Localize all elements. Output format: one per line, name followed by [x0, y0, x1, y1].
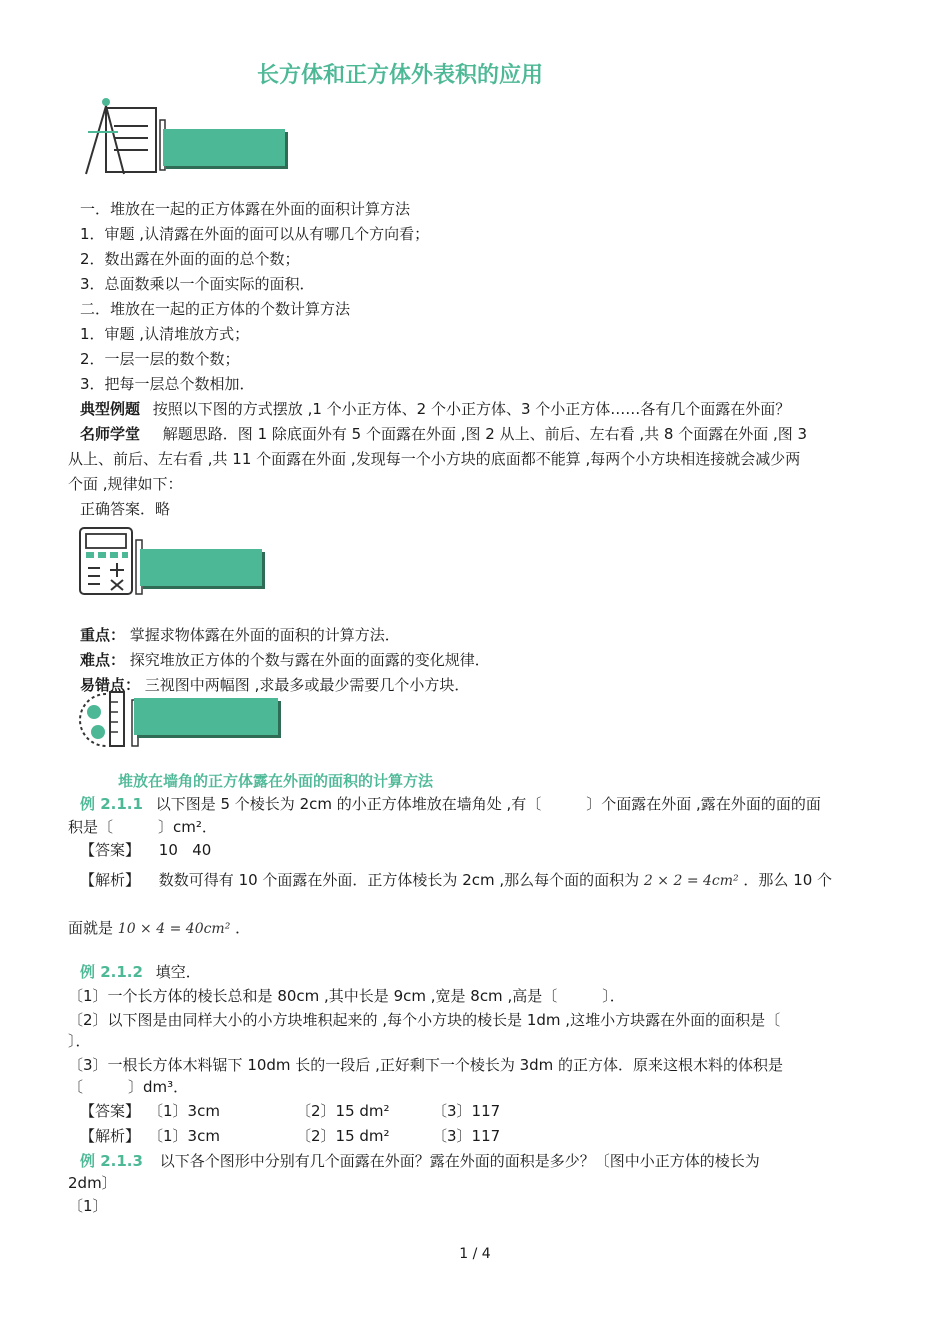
ex2-answer-1: 〔1〕3cm — [148, 1102, 220, 1120]
section1-step1: 1．审题 ,认清露在外面的面可以从有哪几个方向看； — [80, 225, 430, 243]
error-text: 三视图中两幅图 ,求最多或最少需要几个小方块． — [144, 676, 470, 694]
teacher-line1 — [80, 424, 807, 444]
ex1-answer-text: 10 40 — [158, 841, 212, 859]
ex1-line1 — [80, 794, 821, 814]
ex1-explain-text-2: 面就是 — [68, 919, 114, 937]
formula-area-one-face: 2 × 2 = 4cm² — [643, 873, 739, 889]
ex2-answer-3: 〔3〕117 — [432, 1102, 501, 1120]
section-banner-2 — [140, 549, 262, 586]
calculator-icon — [78, 526, 146, 598]
ex2-explain-2: 〔2〕15 dm² — [296, 1127, 390, 1145]
ex3-text-1: 以下各个图形中分别有几个面露在外面？露在外面的面积是多少？〔图中小正方体的棱长为 — [159, 1152, 760, 1170]
ex2-explain — [80, 1126, 140, 1146]
section2-step2: 2．一层一层的数个数； — [80, 350, 240, 368]
ex3-line2: 2dm〕 — [68, 1174, 117, 1192]
ex2-question-2b: 〕． — [68, 1032, 91, 1050]
ex2-explain-label: 【解析】 — [80, 1127, 141, 1145]
section-subtitle: 堆放在墙角的正方体露在外面的面积的计算方法 — [118, 772, 434, 790]
ex1-explain-text: 数数可得有 10 个面露在外面．正方体棱长为 2cm ,那么每个面的面积为 — [158, 871, 640, 889]
hard-text: 探究堆放正方体的个数与露在外面的面露的变化规律． — [129, 651, 490, 669]
ex3-line1 — [80, 1151, 760, 1171]
teacher-line3: 个面 ,规律如下： — [68, 475, 183, 493]
ex1-explain-line2 — [68, 918, 250, 939]
ex1-explain-text-2b: ． — [235, 919, 251, 937]
ex1-answer-label: 【答案】 — [80, 841, 141, 859]
key-text: 掌握求物体露在外面的面积的计算方法． — [129, 626, 400, 644]
key-label: 重点： — [80, 626, 126, 644]
typical-text: 按照以下图的方式摆放 ,1 个小正方体、2 个小正方体、3 个小正方体……各有几个面露在外面？ — [152, 400, 791, 418]
teacher-line2: 从上、前后、左右看 ,共 11 个面露在外面 ,发现每一个小方块的底面都不能算 ,每两个小方块相连接就会减少两 — [68, 450, 801, 468]
ex1-line2: 积是〔 〕cm²． — [68, 818, 217, 836]
section2-step3: 3．把每一层总个数相加． — [80, 375, 255, 393]
section1-step3: 3．总面数乘以一个面实际的面积． — [80, 275, 315, 293]
ex2-explain-1: 〔1〕3cm — [148, 1127, 220, 1145]
ex2-answer-label: 【答案】 — [80, 1102, 141, 1120]
ex2-explain-3: 〔3〕117 — [432, 1127, 501, 1145]
compass-document-icon — [78, 96, 168, 180]
page-title: 长方体和正方体外表积的应用 — [256, 63, 543, 88]
ex1-text-1: 以下图是 5 个棱长为 2cm 的小正方体堆放在墙角处 ,有〔 〕个面露在外面 ,露在外面的面的面 — [155, 795, 821, 813]
formula-total-area: 10 × 4 = 40cm² — [117, 921, 231, 937]
ex2-question-1: 〔1〕一个长方体的棱长总和是 80cm ,其中长是 9cm ,宽是 8cm ,高是〔 〕． — [68, 987, 625, 1005]
ex1-explain-label: 【解析】 — [80, 871, 141, 889]
ex1-explain-text-b: ．那么 10 个 — [743, 871, 833, 889]
typical-label: 典型例题 — [80, 400, 141, 418]
ex3-part-1: 〔1〕 — [68, 1197, 108, 1215]
key-point — [80, 625, 400, 645]
ex2-question-3a: 〔3〕一根长方体木料锯下 10dm 长的一段后 ,正好剩下一个棱长为 3dm 的正方体．原来这根木料的体积是 — [68, 1056, 784, 1074]
ex2-question-2a: 〔2〕以下图是由同样大小的小方块堆积起来的 ,每个小方块的棱长是 1dm ,这堆小方块露在外面的面积是〔 — [68, 1011, 781, 1029]
ex2-label: 例 2.1.2 — [80, 963, 143, 981]
typical-example — [80, 399, 790, 419]
section-banner-1 — [163, 129, 285, 166]
ex2-question-3b: 〔 〕dm³． — [68, 1078, 189, 1096]
ex2-intro: 填空． — [155, 963, 201, 981]
ex1-answer — [80, 840, 211, 860]
ex2-answer — [80, 1101, 140, 1121]
ex1-label: 例 2.1.1 — [80, 795, 143, 813]
ex2-answer-2: 〔2〕15 dm² — [296, 1102, 390, 1120]
hard-label: 难点： — [80, 651, 126, 669]
ex2-heading — [80, 962, 201, 982]
page-number: 1 / 4 — [459, 1246, 491, 1262]
section2-heading: 二．堆放在一起的正方体的个数计算方法 — [80, 300, 351, 318]
section1-heading: 一．堆放在一起的正方体露在外面的面积计算方法 — [80, 200, 411, 218]
ex1-explain-line1 — [80, 870, 832, 891]
section-banner-3 — [134, 698, 278, 735]
error-label: 易错点： — [80, 676, 141, 694]
teacher-label: 名师学堂 — [80, 425, 141, 443]
section2-step1: 1．审题 ,认清堆放方式； — [80, 325, 250, 343]
ex3-label: 例 2.1.3 — [80, 1152, 143, 1170]
teacher-text-1: 解题思路．图 1 除底面外有 5 个面露在外面 ,图 2 从上、前后、左右看 ,共 8 个面露在外面 ,图 3 — [162, 425, 808, 443]
teacher-answer: 正确答案．略 — [80, 500, 171, 518]
section1-step2: 2．数出露在外面的面的总个数； — [80, 250, 300, 268]
hard-point — [80, 650, 490, 670]
